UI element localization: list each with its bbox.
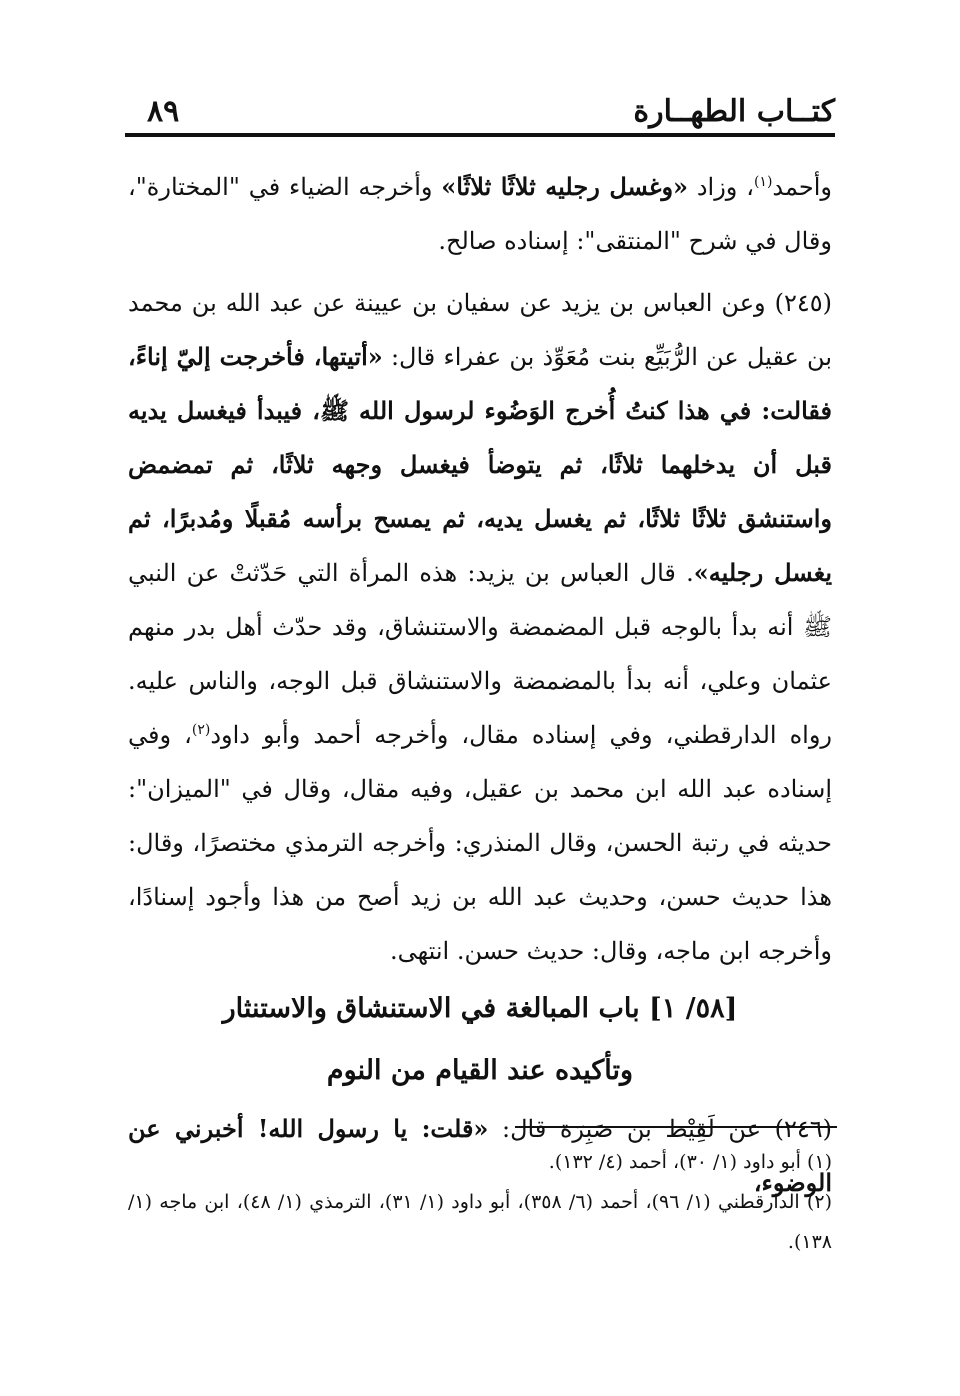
running-title: كتــاب الطهــارة (633, 94, 835, 129)
hadith-intro: (٢٤٥) وعن العباس بن يزيد عن سفيان بن عيينة عن عبد الله بن محمد بن عقيل عن الرُّبَيِّع بنت مُعَوِّذ بن عفراء قال: (128, 289, 832, 371)
footnote-separator (515, 1126, 837, 1128)
hadith-commentary-cont: ، وفي إسناده عبد الله ابن محمد بن عقيل، وفيه مقال، وقال في "الميزان": حديثه في رتبة الحسن، وقال المنذري: وأخرجه الترمذي مختصرًا، وقال: هذا حديث حسن، وحديث عبد الله بن زيد أصح من هذا وأجود إسنادًا، وأخرجه ابن ماجه، وقال: حديث حسن. انتهى. (128, 721, 832, 965)
hadith-quote: «أتيتها، فأخرجت إليّ إناءً، فقالت: في هذا كنتُ أُخرج الوَضُوء لرسول الله ﷺ، فيبدأ فيغسل يديه قبل أن يدخلهما ثلاثًا، ثم يتوضأ فيغسل وجهه ثلاثًا، ثم تمضمض واستنشق ثلاثًا ثلاثًا، ثم يغسل يديه، ثم يمسح برأسه مُقبلًا ومُدبرًا، ثم يغسل رجليه» (128, 342, 833, 587)
page-header (125, 92, 835, 132)
page-number: ٨٩ (147, 94, 180, 129)
footnote-ref-2: (٢) (191, 722, 211, 738)
paragraph-continuation (128, 160, 832, 268)
chapter-heading-line-2: وتأكيده عند القيام من النوم (326, 1055, 634, 1086)
text-run: وأحمد (772, 173, 832, 201)
text-run: وأخرجه الضياء في "المختارة"، وقال في شرح "المنتقى": إسناده صالح. (128, 173, 832, 255)
main-text (128, 160, 832, 1210)
header-rule (125, 133, 835, 137)
chapter-heading-line-1: [٥٨/ ١] باب المبالغة في الاستنشاق والاستنثار (222, 993, 738, 1024)
hadith-commentary: . قال العباس بن يزيد: هذه المرأة التي حَدّثتْ عن النبي ﷺ أنه بدأ بالوجه قبل المضمضة والاستنشاق، وقد حدّث أهل بدر منهم عثمان وعلي، أنه بدأ بالمضمضة والاستنشاق قبل الوجه، والناس عليه. رواه الدارقطني، وفي إسناده مقال، وأخرجه أحمد وأبو داود (128, 559, 833, 749)
footnotes (128, 1142, 832, 1262)
hadith-quote: «قلت: يا رسول الله! أخبرني عن الوضوء، (128, 1114, 832, 1197)
quoted-text: «وغسل رجليه ثلاثًا ثلاثًا» (441, 172, 689, 201)
footnote-2: (٢) الدارقطني (١/ ٩٦)، أحمد (٦/ ٣٥٨)، أبو داود (١/ ٣١)، الترمذي (١/ ٤٨)، ابن ماجه (١/ ١٣٨). (128, 1191, 832, 1253)
footnote-1: (١) أبو داود (١/ ٣٠)، أحمد (٤/ ١٣٢). (548, 1151, 832, 1173)
hadith-245 (128, 276, 832, 978)
text-run: ، وزاد (688, 173, 754, 201)
footnote-ref-1: (١) (753, 174, 773, 190)
hadith-intro: (٢٤٦) عن لَقِيْط بن صَبِرَة قال: (488, 1115, 832, 1143)
